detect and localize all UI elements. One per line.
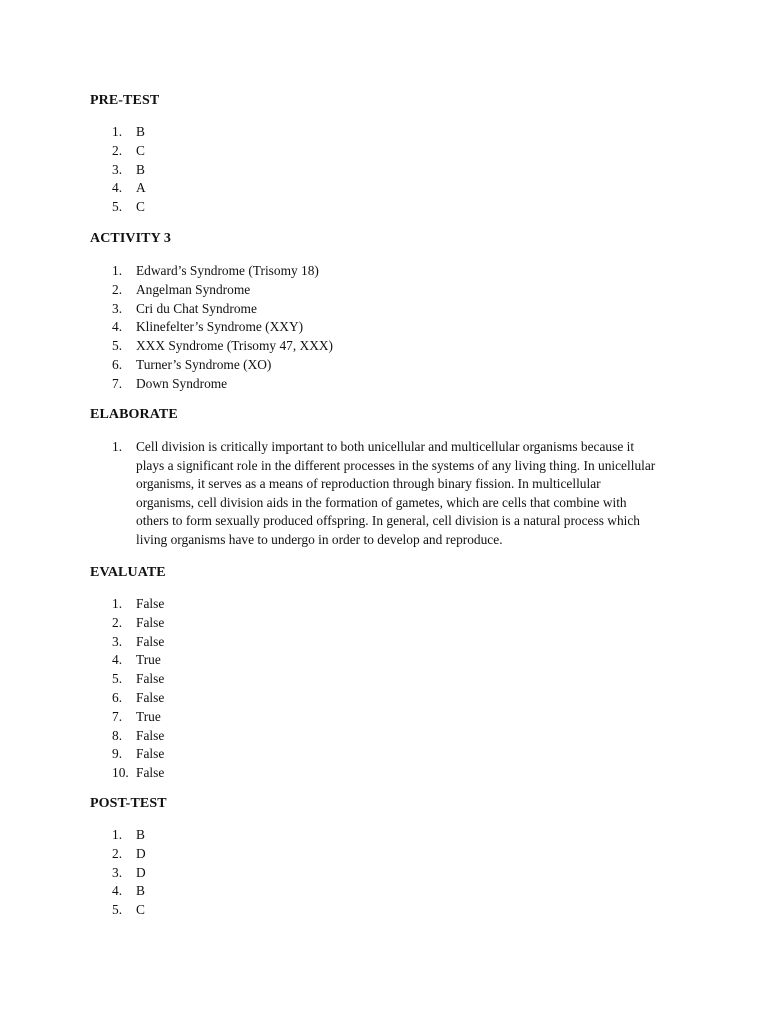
item-text: False (136, 633, 165, 649)
item-number: 2. (112, 281, 123, 297)
item-text: False (136, 689, 165, 705)
item-number: 7. (112, 708, 123, 724)
list-item (0, 882, 146, 901)
item-number: 7. (112, 375, 123, 391)
item-number: 1. (112, 263, 123, 278)
paragraph-line: others to form sexually produced offspring. In general, cell division is a natural process which (136, 513, 640, 529)
list-item (0, 670, 164, 689)
item-text: False (136, 727, 165, 743)
item-number: 3. (112, 300, 123, 316)
item-text: C (136, 142, 145, 158)
list-item (0, 651, 164, 670)
item-text: True (136, 652, 161, 668)
list-item (0, 845, 146, 864)
item-text: Angelman Syndrome (136, 281, 251, 297)
item-text: Cri du Chat Syndrome (136, 300, 257, 316)
list-item (0, 356, 333, 375)
posttest-heading: POST-TEST (90, 796, 167, 811)
list-item (0, 826, 146, 845)
list-item (0, 745, 164, 764)
list-item (0, 318, 333, 337)
posttest-list (0, 826, 146, 920)
item-number: 4. (112, 319, 123, 335)
item-number: 1. (112, 439, 123, 454)
item-text: True (136, 708, 161, 724)
list-item (0, 438, 676, 550)
item-number: 6. (112, 356, 123, 372)
item-number: 2. (112, 845, 123, 861)
evaluate-list (0, 595, 164, 783)
item-number: 4. (112, 883, 123, 899)
list-item (0, 633, 164, 652)
list-item (0, 337, 333, 356)
list-item (0, 161, 146, 180)
list-item (0, 198, 146, 217)
item-number: 5. (112, 338, 123, 354)
evaluate-heading: EVALUATE (90, 565, 166, 580)
item-text: D (136, 864, 146, 880)
list-item (0, 375, 333, 394)
paragraph-line: plays a significant role in the different processes in the systems of any living thing. In unicellular (136, 457, 656, 473)
item-number: 9. (112, 746, 123, 762)
item-number: 1. (112, 124, 123, 139)
list-item (0, 262, 333, 281)
item-text: False (136, 671, 165, 687)
item-number: 6. (112, 689, 123, 705)
list-item (0, 142, 146, 161)
list-item (0, 764, 164, 783)
list-item (0, 689, 164, 708)
item-number: 4. (112, 180, 123, 196)
item-number: 5. (112, 671, 123, 687)
list-item (0, 614, 164, 633)
elaborate-heading: ELABORATE (90, 407, 178, 422)
item-number: 5. (112, 902, 123, 918)
elaborate-list (0, 438, 676, 550)
item-number: 4. (112, 652, 123, 668)
paragraph-line: organisms, it serves as a means of reproduction through binary fission. In multicellular (136, 476, 601, 492)
item-text: B (136, 124, 145, 139)
item-text: False (136, 614, 165, 630)
item-number: 1. (112, 827, 123, 842)
item-text: C (136, 199, 145, 215)
item-number: 8. (112, 727, 123, 743)
paragraph-line: organisms, cell division aids in the formation of gametes, which are cells that combine with (136, 494, 627, 510)
list-item (0, 179, 146, 198)
list-item (0, 300, 333, 319)
item-number: 3. (112, 864, 123, 880)
paragraph-line: Cell division is critically important to both unicellular and multicellular organisms because it (136, 439, 635, 454)
item-text: False (136, 765, 165, 781)
item-number: 2. (112, 614, 123, 630)
list-item (0, 708, 164, 727)
item-text: C (136, 902, 145, 918)
list-item (0, 595, 164, 614)
item-number: 3. (112, 161, 123, 177)
item-text: B (136, 883, 145, 899)
item-text: Down Syndrome (136, 375, 228, 391)
item-text: D (136, 845, 146, 861)
list-item (0, 281, 333, 300)
item-text: B (136, 827, 145, 842)
paragraph-line: living organisms have to undergo in order to develop and reproduce. (136, 531, 503, 547)
list-item (0, 901, 146, 920)
list-item (0, 123, 146, 142)
activity3-heading: ACTIVITY 3 (90, 231, 171, 246)
item-number: 1. (112, 596, 123, 611)
list-item (0, 727, 164, 746)
item-text: Klinefelter’s Syndrome (XXY) (136, 319, 304, 335)
activity3-list (0, 262, 333, 394)
item-text: B (136, 161, 145, 177)
item-text: False (136, 596, 165, 611)
pretest-list (0, 123, 146, 217)
item-text: False (136, 746, 165, 762)
item-number: 3. (112, 633, 123, 649)
pretest-heading: PRE-TEST (90, 93, 160, 108)
item-number: 5. (112, 199, 123, 215)
item-text: Edward’s Syndrome (Trisomy 18) (136, 263, 319, 278)
list-item (0, 864, 146, 883)
item-text: A (136, 180, 146, 196)
item-number: 2. (112, 142, 123, 158)
item-text: XXX Syndrome (Trisomy 47, XXX) (136, 338, 334, 354)
item-text: Turner’s Syndrome (XO) (136, 356, 272, 372)
item-number: 10. (112, 765, 129, 781)
